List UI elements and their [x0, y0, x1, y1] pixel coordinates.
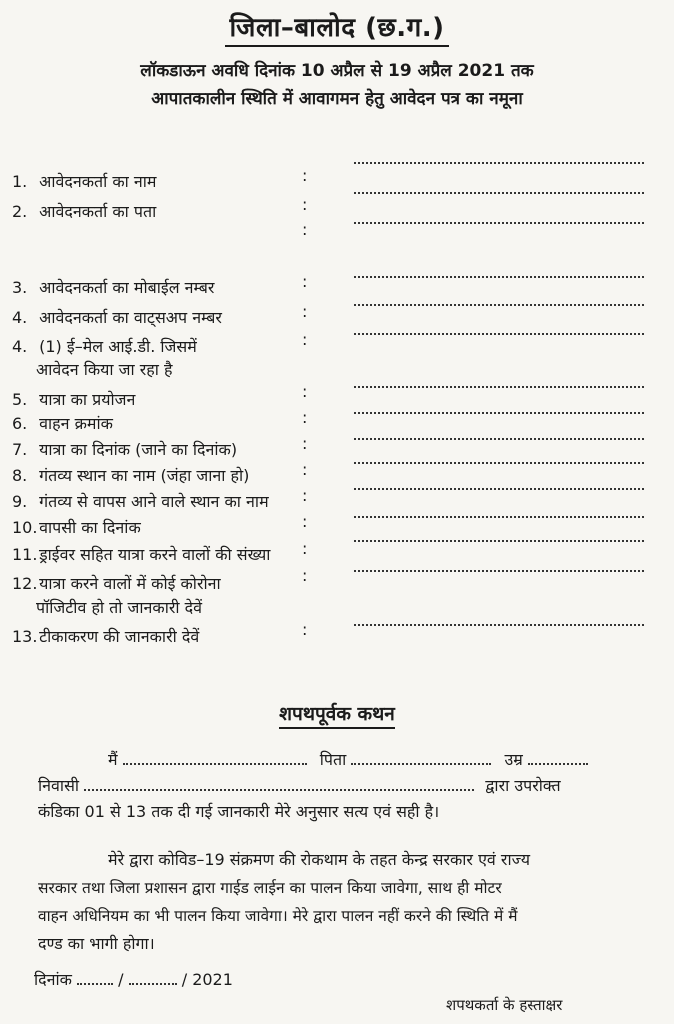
field-row-travellers-count: 11. ड्राईवर सहित यात्रा करने वालों की संख्या	[12, 545, 271, 564]
affidavit-line-3: कंडिका 01 से 13 तक दी गई जानकारी मेरे अनुसार सत्य एवं सही है।	[38, 802, 440, 821]
affidavit-para2-line4: दण्ड का भागी होगा।	[38, 934, 155, 953]
field-colon: :	[302, 220, 308, 239]
field-line-mobile[interactable]	[354, 276, 644, 278]
field-line-travellers-count[interactable]	[354, 540, 644, 542]
field-colon: :	[302, 166, 308, 185]
affidavit-name-blank[interactable]	[123, 751, 307, 765]
field-colon: :	[302, 566, 308, 585]
field-colon: :	[302, 195, 308, 214]
field-line-whatsapp[interactable]	[354, 304, 644, 306]
field-colon: :	[302, 302, 308, 321]
subtitle-lockdown-period: लॉकडाऊन अवधि दिनांक 10 अप्रैल से 19 अप्रैल 2021 तक	[140, 61, 534, 81]
field-colon: :	[302, 539, 308, 558]
field-line-return-date[interactable]	[354, 516, 644, 518]
field-line-vehicle-number[interactable]	[354, 412, 644, 414]
field-row-applicant-address: 2. आवेदनकर्ता का पता	[12, 202, 157, 221]
affidavit-heading: शपथपूर्वक कथन	[0, 700, 674, 726]
field-colon: :	[302, 382, 308, 401]
field-colon: :	[302, 272, 308, 291]
field-colon: :	[302, 434, 308, 453]
field-row-whatsapp: 4. आवेदनकर्ता का वाट्सअप नम्बर	[12, 308, 222, 327]
field-colon: :	[302, 330, 308, 349]
field-line-return-place[interactable]	[354, 488, 644, 490]
field-line-destination[interactable]	[354, 462, 644, 464]
affidavit-para2-line2: सरकार तथा जिला प्रशासन द्वारा गाईड लाईन का पालन किया जावेगा, साथ ही मोटर	[38, 879, 502, 897]
affidavit-age-blank[interactable]	[528, 751, 588, 765]
field-colon: :	[302, 486, 308, 505]
field-row-vehicle-number: 6. वाहन क्रमांक	[12, 414, 113, 433]
field-line-purpose[interactable]	[354, 386, 644, 388]
field-row-covid-positive-cont: पॉजिटीव हो तो जानकारी देवें	[36, 598, 203, 617]
field-colon: :	[302, 408, 308, 427]
date-month-blank[interactable]	[129, 971, 177, 985]
signature-label: शपथकर्ता के हस्ताक्षर	[446, 996, 563, 1014]
field-row-covid-positive: 12. यात्रा करने वालों में कोई कोरोना	[12, 574, 221, 593]
field-line-applicant-name[interactable]	[354, 162, 644, 164]
field-row-applicant-name: 1. आवेदनकर्ता का नाम	[12, 172, 157, 191]
field-row-destination: 8. गंतव्य स्थान का नाम (जंहा जाना हो)	[12, 466, 250, 485]
field-colon: :	[302, 512, 308, 531]
affidavit-line-2: निवासी द्वारा उपरोक्त	[38, 776, 561, 795]
field-row-email: 4. (1) ई–मेल आई.डी. जिसमें	[12, 337, 197, 356]
field-line-vaccination[interactable]	[354, 624, 644, 626]
field-row-travel-date: 7. यात्रा का दिनांक (जाने का दिनांक)	[12, 440, 238, 459]
affidavit-line-1: मैं पिता उम्र	[108, 748, 588, 770]
affidavit-para2-line3: वाहन अधिनियम का भी पालन किया जावेगा। मेरे द्वारा पालन नहीं करने की स्थिति में मैं	[38, 907, 518, 925]
affidavit-father-blank[interactable]	[351, 751, 491, 765]
field-colon: :	[302, 460, 308, 479]
field-line-email[interactable]	[354, 333, 644, 335]
field-colon: :	[302, 620, 308, 639]
affidavit-para2-line1: मेरे द्वारा कोविड–19 संक्रमण की रोकथाम के तहत केन्द्र सरकार एवं राज्य	[108, 850, 531, 869]
field-line-travel-date[interactable]	[354, 438, 644, 440]
field-line-address-2[interactable]	[354, 222, 644, 224]
field-row-return-date: 10. वापसी का दिनांक	[12, 518, 141, 537]
field-line-covid-positive[interactable]	[354, 570, 644, 572]
date-day-blank[interactable]	[77, 971, 113, 985]
date-line: दिनांक / / 2021	[34, 970, 233, 989]
affidavit-resident-blank[interactable]	[84, 777, 474, 791]
field-row-vaccination: 13. टीकाकरण की जानकारी देवें	[12, 627, 200, 646]
field-row-mobile: 3. आवेदनकर्ता का मोबाईल नम्बर	[12, 278, 215, 297]
district-title: जिला–बालोद (छ.ग.)	[0, 8, 674, 44]
field-row-purpose: 5. यात्रा का प्रयोजन	[12, 390, 136, 409]
subtitle-form-sample: आपातकालीन स्थिति में आवागमन हेतु आवेदन पत्र का नमूना	[151, 89, 523, 109]
field-row-return-place: 9. गंतव्य से वापस आने वाले स्थान का नाम	[12, 492, 269, 511]
field-line-address-1[interactable]	[354, 192, 644, 194]
field-row-email-cont: आवेदन किया जा रहा है	[36, 360, 173, 379]
